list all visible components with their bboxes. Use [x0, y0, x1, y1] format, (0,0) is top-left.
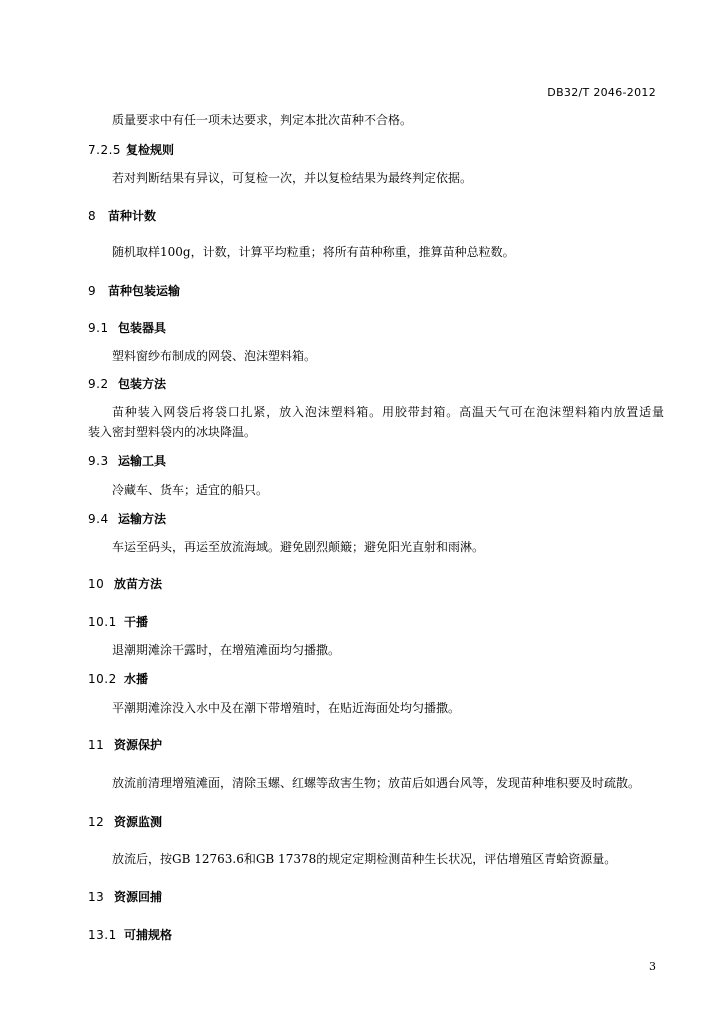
heading-13 — [88, 891, 162, 903]
heading-9-2 — [88, 378, 166, 390]
heading-12 — [88, 816, 162, 828]
heading-title: 包装方法 — [118, 377, 167, 391]
paragraph-7-2-5: 若对判断结果有异议，可复检一次，并以复检结果为最终判定依据。 — [112, 171, 473, 185]
heading-title: 放苗方法 — [114, 577, 163, 591]
paragraph-9-2-line-1: 苗种装入网袋后将袋口扎紧，放入泡沫塑料箱。用胶带封箱。高温天气可在泡沫塑料箱内放置适量 — [112, 405, 664, 419]
heading-number: 10.1 — [88, 615, 117, 629]
heading-9-3 — [88, 455, 166, 467]
page-number: 3 — [649, 960, 656, 973]
heading-11 — [88, 739, 162, 751]
heading-number: 9.1 — [88, 321, 109, 335]
paragraph-12: 放流后，按GB 12763.6和GB 17378的规定定期检测苗种生长状况，评估增殖区青蛤资源量。 — [112, 852, 617, 866]
heading-10 — [88, 578, 162, 590]
heading-10-1 — [88, 616, 148, 628]
heading-title: 资源回捕 — [114, 890, 163, 904]
heading-number: 9.4 — [88, 512, 109, 526]
paragraph-8: 随机取样100g，计数，计算平均粒重；将所有苗种称重，推算苗种总粒数。 — [112, 245, 515, 259]
heading-9-1 — [88, 322, 166, 334]
heading-title: 资源监测 — [114, 815, 163, 829]
heading-title: 苗种计数 — [108, 209, 157, 223]
heading-number: 9 — [88, 284, 97, 298]
heading-number: 11 — [88, 738, 105, 752]
paragraph-9-1: 塑料窗纱布制成的网袋、泡沫塑料箱。 — [112, 349, 317, 363]
heading-title: 运输工具 — [118, 454, 167, 468]
standard-code: DB32/T 2046-2012 — [547, 86, 656, 99]
heading-10-2 — [88, 673, 148, 685]
paragraph-9-4: 车运至码头，再运至放流海域。避免剧烈颠簸；避免阳光直射和雨淋。 — [112, 540, 485, 554]
heading-title: 可捕规格 — [124, 928, 173, 942]
heading-number: 9.3 — [88, 454, 109, 468]
paragraph-10-2: 平潮期滩涂没入水中及在潮下带增殖时，在贴近海面处均匀播撒。 — [112, 701, 461, 715]
paragraph-7-2-4-end: 质量要求中有任一项未达要求，判定本批次苗种不合格。 — [112, 113, 413, 127]
heading-number: 13 — [88, 890, 105, 904]
heading-7-2-5 — [88, 144, 174, 156]
heading-9 — [88, 285, 180, 297]
heading-title: 包装器具 — [118, 321, 167, 335]
heading-title: 资源保护 — [114, 738, 163, 752]
heading-9-4 — [88, 513, 166, 525]
heading-title: 苗种包装运输 — [108, 284, 181, 298]
heading-number: 7.2.5 — [88, 143, 122, 157]
paragraph-9-3: 冷藏车、货车；适宜的船只。 — [112, 483, 269, 497]
heading-title: 运输方法 — [118, 512, 167, 526]
paragraph-9-2-line-2: 装入密封塑料袋内的冰块降温。 — [88, 425, 257, 439]
heading-number: 8 — [88, 209, 97, 223]
heading-number: 10 — [88, 577, 105, 591]
heading-8 — [88, 210, 156, 222]
heading-number: 12 — [88, 815, 105, 829]
paragraph-11: 放流前清理增殖滩面，清除玉螺、红螺等敌害生物；放苗后如遇台风等，发现苗种堆积要及时疏散。 — [112, 776, 641, 790]
heading-title: 水播 — [124, 672, 149, 686]
heading-title: 干播 — [124, 615, 149, 629]
heading-13-1 — [88, 929, 172, 941]
paragraph-10-1: 退潮期滩涂干露时，在增殖滩面均匀播撒。 — [112, 643, 341, 657]
heading-title: 复检规则 — [126, 143, 175, 157]
heading-number: 9.2 — [88, 377, 109, 391]
heading-number: 10.2 — [88, 672, 117, 686]
heading-number: 13.1 — [88, 928, 117, 942]
